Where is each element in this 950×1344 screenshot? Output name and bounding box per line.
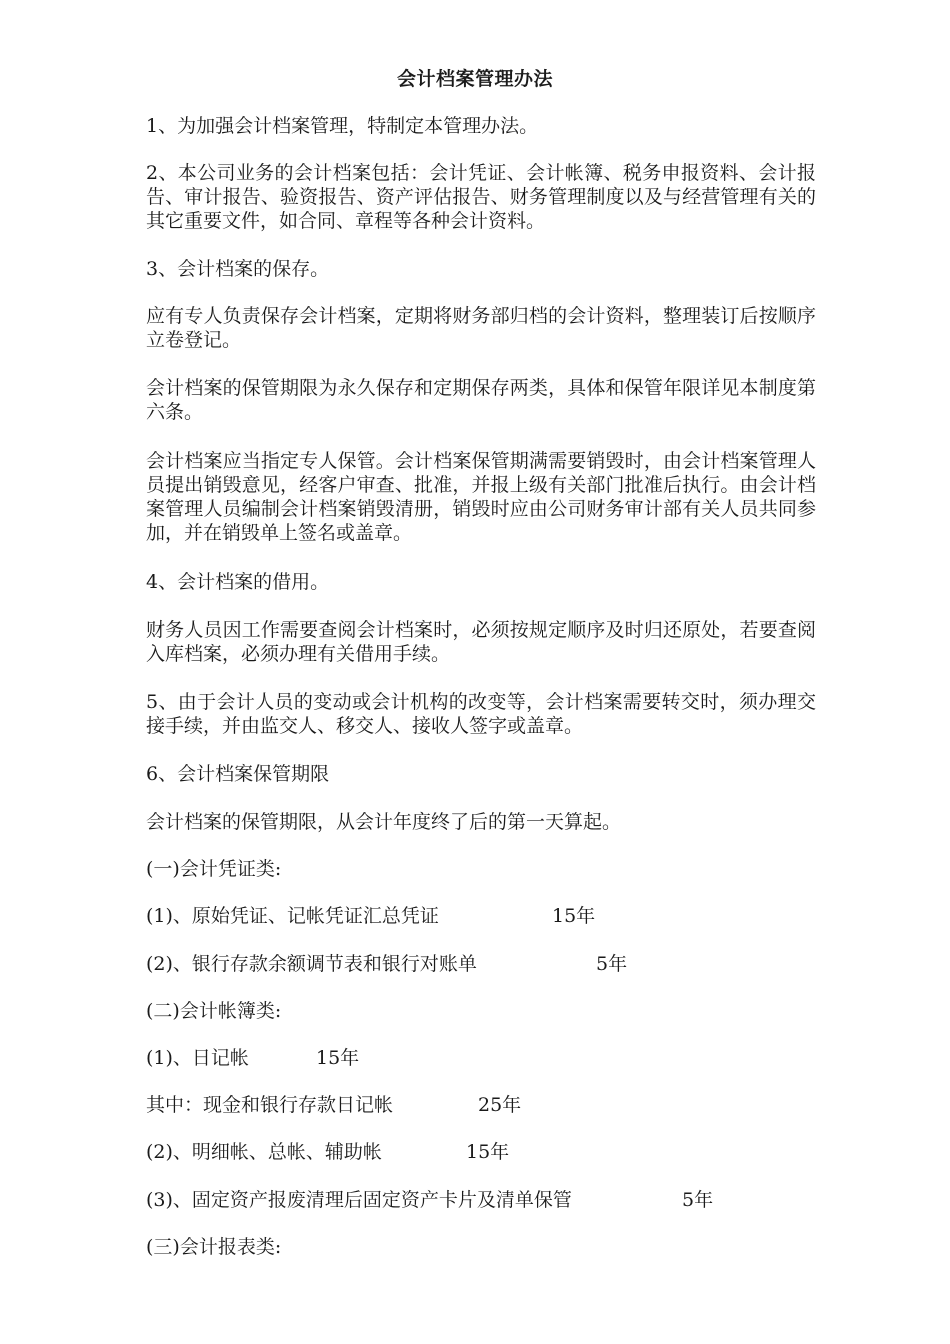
item-period: 5年 [596, 953, 628, 975]
page-title: 会计档案管理办法 [396, 68, 553, 90]
paragraph-11: 会计档案的保管期限，从会计年度终了后的第一天算起。 [146, 811, 622, 833]
item-label: (1)、原始凭证、记帐凭证汇总凭证 [146, 905, 439, 927]
item-label: (2)、明细帐、总帐、辅助帐 [146, 1141, 382, 1163]
list-item [146, 904, 596, 928]
voucher-heading: (一)会计凭证类: [146, 858, 282, 880]
item-period: 25年 [478, 1094, 522, 1116]
list-item [146, 1046, 360, 1070]
list-item [146, 952, 628, 976]
paragraph-7: 4、会计档案的借用。 [146, 571, 330, 593]
list-item [146, 1093, 522, 1117]
paragraph-1: 1、为加强会计档案管理，特制定本管理办法。 [146, 115, 539, 137]
report-heading: (三)会计报表类: [146, 1236, 282, 1258]
ledger-heading: (二)会计帐簿类: [146, 1000, 282, 1022]
paragraph-9: 5、由于会计人员的变动或会计机构的改变等，会计档案需要转交时，须办理交接手续，并由监交人、移交人、接收人签字或盖章。 [146, 691, 816, 737]
item-label: 其中：现金和银行存款日记帐 [146, 1094, 394, 1116]
paragraph-5: 会计档案的保管期限为永久保存和定期保存两类，具体和保管年限详见本制度第六条。 [146, 377, 816, 423]
item-label: (3)、固定资产报废清理后固定资产卡片及清单保管 [146, 1189, 572, 1211]
paragraph-8: 财务人员因工作需要查阅会计档案时，必须按规定顺序及时归还原处，若要查阅入库档案，必须办理有关借用手续。 [146, 619, 816, 665]
item-label: (2)、银行存款余额调节表和银行对账单 [146, 953, 477, 975]
item-period: 5年 [682, 1189, 714, 1211]
paragraph-3: 3、会计档案的保存。 [146, 258, 330, 280]
paragraph-6: 会计档案应当指定专人保管。会计档案保管期满需要销毁时，由会计档案管理人员提出销毁意见，经客户审查、批准，并报上级有关部门批准后执行。由会计档案管理人员编制会计档案销毁清册，销毁时应由公司财务审计部有关人员共同参加，并在销毁单上签名或盖章。 [146, 450, 816, 544]
paragraph-2: 2、本公司业务的会计档案包括：会计凭证、会计帐簿、税务申报资料、会计报告、审计报告、验资报告、资产评估报告、财务管理制度以及与经营管理有关的其它重要文件，如合同、章程等各种会计资料。 [146, 162, 816, 232]
paragraph-10: 6、会计档案保管期限 [146, 763, 330, 785]
paragraph-4: 应有专人负责保存会计档案，定期将财务部归档的会计资料，整理装订后按顺序立卷登记。 [146, 305, 816, 351]
item-period: 15年 [466, 1141, 510, 1163]
list-item [146, 1140, 510, 1164]
item-period: 15年 [552, 905, 596, 927]
item-period: 15年 [316, 1047, 360, 1069]
list-item [146, 1188, 714, 1212]
item-label: (1)、日记帐 [146, 1047, 249, 1069]
